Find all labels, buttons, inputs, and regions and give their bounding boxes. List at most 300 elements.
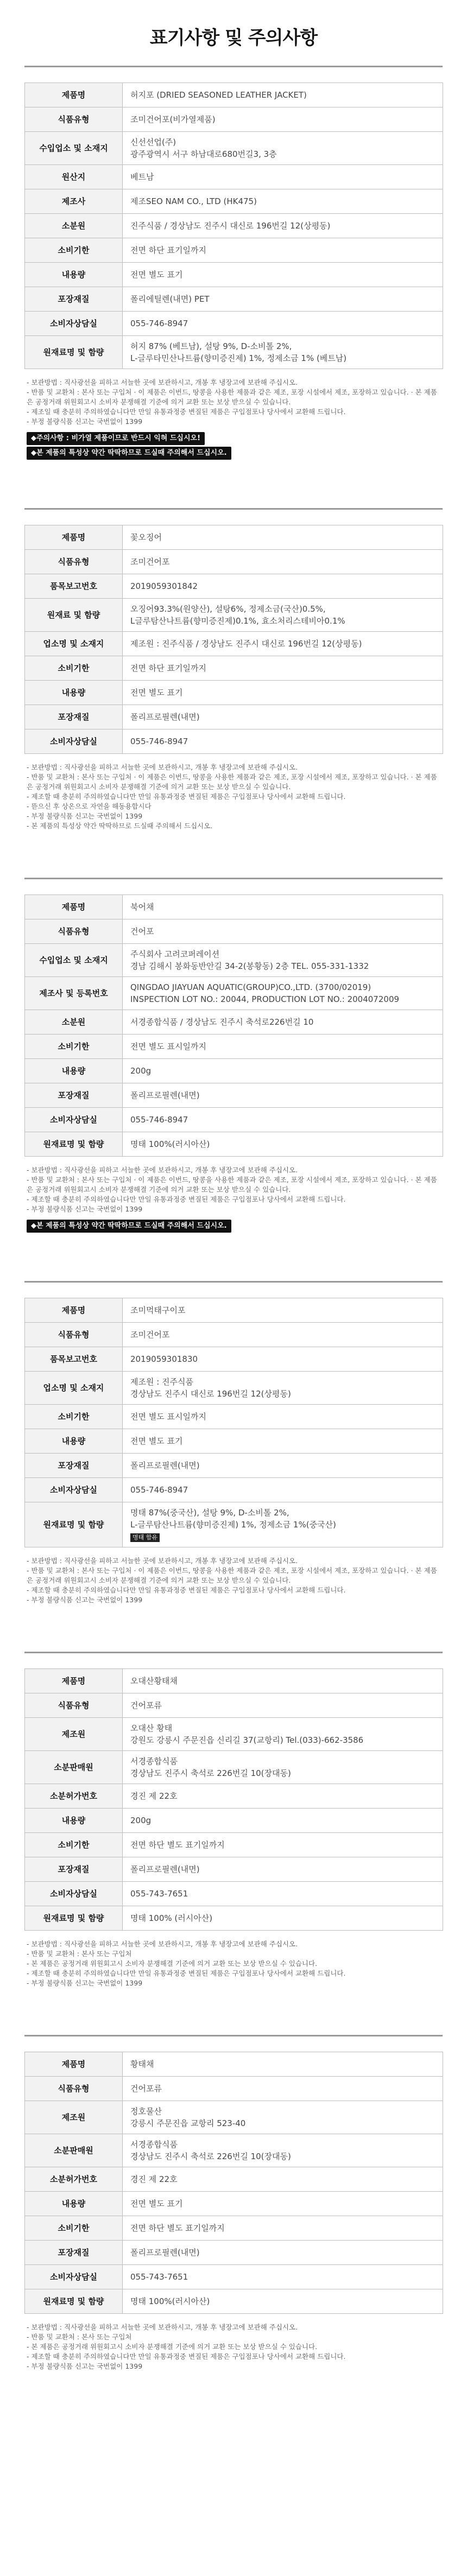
product-section [24, 2035, 443, 2375]
row-value [123, 1669, 443, 1693]
table-row [25, 2134, 443, 2167]
row-value-line: 허지 87% (베트남), 설탕 9%, D-소비톨 2%, [130, 341, 292, 351]
table-row [25, 599, 443, 632]
row-value-line: 정호물산 [130, 2107, 162, 2116]
spec-table [24, 894, 443, 1157]
row-value-line: 광주광역시 서구 하남대로680번길3, 3층 [130, 149, 277, 159]
row-value [123, 1298, 443, 1323]
row-label: 품목보고번호 [25, 1347, 123, 1372]
table-row [25, 895, 443, 919]
row-value-line: 건어포 [130, 927, 154, 936]
row-label: 원재료명 및 함량 [25, 2289, 123, 2314]
warning-highlight: ◆주의사항 : 비가열 제품이므로 반드시 익혀 드십시오! [27, 432, 205, 445]
row-value-line: 전면 별도 표시일까지 [130, 1042, 206, 1051]
row-value [123, 2101, 443, 2134]
note-line: - 부정 불량식품 신고는 국번없이 1399 [27, 812, 143, 820]
table-row [25, 525, 443, 550]
row-label: 소비자상담실 [25, 312, 123, 336]
table-row [25, 83, 443, 107]
row-label: 포장재질 [25, 2241, 123, 2265]
row-value [123, 263, 443, 287]
row-label: 식품유형 [25, 2077, 123, 2101]
row-value [123, 1833, 443, 1857]
row-label: 소비기한 [25, 656, 123, 681]
table-row [25, 2192, 443, 2216]
note-line: - 반품 및 교환처 : 본사 또는 구입처 · 이 제품은 이번드, 땅콩을 사용한 제품과 같은 제조, 포장 시설에서 제조, 포장하고 있습니다. · 본 제품은 공정거래 위원회고시 소비자 분쟁해결 기준에 의거 교환 또는 보상 받으실 수 있습니다. [27, 1176, 437, 1194]
row-value [123, 919, 443, 944]
table-row [25, 312, 443, 336]
row-label: 포장재질 [25, 1454, 123, 1478]
row-label: 소비자상담실 [25, 729, 123, 754]
row-value-line: 서경종합식품 [130, 2140, 178, 2149]
table-row [25, 165, 443, 189]
table-row [25, 336, 443, 369]
note-line: - 부정 불량식품 신고는 국번없이 1399 [27, 2362, 143, 2370]
note-line: - 제조할 때 충분히 주의하였습니다만 만일 유통과정중 변질된 제품은 구입점포나 당사에서 교환해 드립니다. [27, 1586, 346, 1594]
table-row [25, 1323, 443, 1347]
row-value-line: 200g [130, 1816, 152, 1825]
row-value [123, 1405, 443, 1429]
table-row [25, 574, 443, 599]
spec-table [24, 1298, 443, 1547]
row-value-line: 2019059301830 [130, 1354, 198, 1364]
row-value-line: 055-746-8947 [130, 1485, 188, 1495]
row-value [123, 189, 443, 214]
row-label: 포장재질 [25, 705, 123, 729]
row-label: 제품명 [25, 2052, 123, 2077]
table-row [25, 1478, 443, 1502]
row-label: 소비자상담실 [25, 1478, 123, 1502]
row-value-line: INSPECTION LOT NO.: 20044, PRODUCTION LOT NO.: 2004072009 [130, 994, 400, 1004]
row-value-line: 전면 하단 표기일까지 [130, 663, 206, 673]
table-row [25, 656, 443, 681]
row-label: 식품유형 [25, 550, 123, 574]
row-label: 소비기한 [25, 1035, 123, 1059]
row-value-line: 건어포류 [130, 2084, 162, 2093]
note-line: - 제조일 때 충분히 주의하였습니다만 만일 유통과정중 변질된 제품은 구입점포나 당사에서 교환해 드립니다. [27, 408, 346, 416]
row-value [123, 1454, 443, 1478]
row-label: 포장재질 [25, 1083, 123, 1108]
row-label: 식품유형 [25, 1323, 123, 1347]
row-value-line: 꽃오징어 [130, 532, 162, 542]
row-label: 원재료명 및 함량 [25, 1906, 123, 1931]
row-value-line: 전면 별도 표기 [130, 688, 183, 697]
row-value [123, 1010, 443, 1035]
row-label: 내용량 [25, 681, 123, 705]
note-line: - 부정 불량식품 신고는 국번없이 1399 [27, 1596, 143, 1604]
row-value [123, 599, 443, 632]
row-label: 제품명 [25, 83, 123, 107]
row-value [123, 2077, 443, 2101]
row-value-line: L-글루타민산나트륨(향미증진제) 1%, 정제소금 1% (베트남) [130, 353, 347, 363]
row-value [123, 729, 443, 754]
row-label: 포장재질 [25, 1857, 123, 1882]
row-label: 소비기한 [25, 1833, 123, 1857]
row-value-line: 055-746-8947 [130, 319, 188, 328]
table-row [25, 1833, 443, 1857]
row-label: 소분판매원 [25, 2134, 123, 2167]
table-row [25, 132, 443, 165]
table-row [25, 189, 443, 214]
product-section [24, 1281, 443, 1608]
table-row [25, 1372, 443, 1405]
row-label: 내용량 [25, 2192, 123, 2216]
table-row [25, 977, 443, 1010]
row-value-line: L-글루탐산나트륨(향미증진제) 1%, 정제소금 1%(중국산) [130, 1520, 336, 1530]
row-value [123, 1784, 443, 1809]
row-value-line: 055-746-8947 [130, 737, 188, 746]
row-value [123, 550, 443, 574]
note-line: - 제조할 때 충분히 주의하였습니다만 만일 유통과정중 변질된 제품은 구입점포나 당사에서 교환해 드립니다. [27, 2352, 346, 2361]
table-row [25, 2052, 443, 2077]
table-row [25, 1010, 443, 1035]
table-row [25, 632, 443, 656]
row-value-line: 전면 별도 표기 [130, 1436, 183, 1446]
row-value [123, 287, 443, 312]
row-value-line: QINGDAO JIAYUAN AQUATIC(GROUP)CO.,LTD. (3700/02019) [130, 982, 371, 992]
row-label: 업소명 및 소재지 [25, 1372, 123, 1405]
row-value-line: 허지포 (DRIED SEASONED LEATHER JACKET) [130, 90, 307, 100]
table-row [25, 2101, 443, 2134]
row-value-line: 강릉시 주문진읍 교항리 523-40 [130, 2118, 246, 2128]
warning-highlights [27, 1220, 440, 1233]
row-value [123, 2134, 443, 2167]
note-line: - 제조할 때 충분히 주의하였습니다만 만일 유통과정중 변질된 제품은 구입점포나 당사에서 교환해 드립니다. [27, 1195, 346, 1203]
row-label: 내용량 [25, 263, 123, 287]
table-row [25, 2265, 443, 2289]
row-value [123, 132, 443, 165]
row-value-line: 폴리프로필렌(내면) [130, 712, 200, 722]
note-line: - 부정 불량식품 신고는 국번없이 1399 [27, 417, 143, 426]
row-value [123, 632, 443, 656]
row-value [123, 1083, 443, 1108]
table-row [25, 1906, 443, 1931]
row-value-line: 200g [130, 1066, 152, 1076]
row-value [123, 1882, 443, 1906]
notes-block [24, 1553, 443, 1608]
row-value-line: 전면 별도 표기 [130, 2199, 183, 2209]
row-label: 원재료명 및 함량 [25, 1502, 123, 1547]
row-value [123, 2052, 443, 2077]
warning-highlight: ◆본 제품의 특성상 약간 딱딱하므로 드실때 주의해서 드십시오. [27, 447, 231, 460]
row-value-line: 전면 하단 별도 표기일까지 [130, 1840, 225, 1850]
row-value [123, 336, 443, 369]
note-line: - 보관방법 : 직사광선을 피하고 서늘한 곳에 보관하시고, 개봉 후 냉장고에 보관해 주십시오. [27, 763, 298, 771]
row-label: 소분판매원 [25, 1751, 123, 1784]
row-label: 소분원 [25, 214, 123, 238]
spec-table [24, 83, 443, 369]
row-label: 제품명 [25, 525, 123, 550]
row-value [123, 2265, 443, 2289]
table-row [25, 1693, 443, 1718]
row-label: 소분허가번호 [25, 2167, 123, 2192]
note-line: - 보관방법 : 직사광선을 피하고 서늘한 곳에 보관하시고, 개봉 후 냉장고에 보관해 주십시오. [27, 378, 298, 386]
note-line: - 제조할 때 충분히 주의하였습니다만 만일 유통과정중 변질된 제품은 구입점포나 당사에서 교환해 드립니다. [27, 1969, 346, 1977]
row-label: 업소명 및 소재지 [25, 632, 123, 656]
table-row [25, 1718, 443, 1751]
row-value-line: 경상남도 진주시 축석로 226번길 10(장대동) [130, 1768, 291, 1778]
note-line: - 반품 및 교환처 : 본사 또는 구입처 [27, 2333, 132, 2341]
row-label: 수입업소 및 소재지 [25, 132, 123, 165]
row-value-line: 명태 100% (러시아산) [130, 1913, 213, 1923]
row-value-line: 오대산황태채 [130, 1676, 178, 1686]
row-value-line: 제조원 : 진주식품 / 경상남도 진주시 대신로 196번길 12(상평동) [130, 639, 362, 649]
table-row [25, 287, 443, 312]
row-value-line: 경상남도 진주시 축석로 226번길 10(장대동) [130, 2152, 291, 2161]
row-label: 원재료명 및 함량 [25, 336, 123, 369]
row-value-line: 명태 100%(러시아산) [130, 1139, 210, 1149]
row-value-line: 명태 87%(중국산), 설탕 9%, D-소비톨 2%, [130, 1508, 289, 1518]
row-value [123, 165, 443, 189]
row-label: 소비기한 [25, 1405, 123, 1429]
row-value-line: 경남 김해시 봉화동반안길 34-2(봉황동) 2층 TEL. 055-331-1332 [130, 961, 369, 971]
product-section [24, 1652, 443, 1991]
row-value [123, 1478, 443, 1502]
note-line: - 보관방법 : 직사광선을 피하고 서늘한 곳에 보관하시고, 개봉 후 냉장고에 보관해 주십시오. [27, 1940, 298, 1948]
note-line: - 반품 및 교환처 : 본사 또는 구입처 · 이 제품은 이번드, 땅콩을 사용한 제품과 같은 제조, 포장 시설에서 제조, 포장하고 있습니다. · 본 제품은 공정거래 위원회고시 소비자 분쟁해결 기준에 의거 교환 또는 보상 받으실 수 있습니다. [27, 1566, 437, 1584]
row-value-line: 오징어93.3%(원양산), 설탕6%, 정제소금(국산)0.5%, [130, 604, 326, 614]
row-value-line: 055-743-7651 [130, 1889, 188, 1899]
row-value-line: 전면 하단 표기일까지 [130, 245, 206, 255]
table-row [25, 1669, 443, 1693]
row-value [123, 1718, 443, 1751]
note-line: - 반품 및 교환처 : 본사 또는 구입처 · 이 제품은 이번드, 땅콩을 사용한 제품과 같은 제조, 포장 시설에서 제조, 포장하고 있습니다. · 본 제품은 공정거래 위원회고시 소비자 분쟁해결 기준에 의거 교환 또는 보상 받으실 수 있습니다. [27, 388, 437, 406]
row-value-line: 055-743-7651 [130, 2272, 188, 2282]
table-row [25, 1454, 443, 1478]
table-row [25, 1108, 443, 1132]
row-value-line: 조미건어포(비가열제품) [130, 115, 216, 124]
row-value [123, 1857, 443, 1882]
note-line: - 본 제품의 특성상 약간 딱딱하므로 드실때 주의해서 드십시오. [27, 822, 213, 830]
row-label: 내용량 [25, 1429, 123, 1454]
row-value [123, 312, 443, 336]
table-row [25, 2241, 443, 2265]
row-label: 식품유형 [25, 919, 123, 944]
row-value [123, 107, 443, 132]
row-label: 소비자상담실 [25, 1882, 123, 1906]
table-row [25, 944, 443, 977]
row-value-line: 폴리에틸렌(내면) PET [130, 294, 210, 304]
row-value [123, 1502, 443, 1547]
row-value-line: 주식회사 고려코퍼레이션 [130, 949, 220, 959]
spec-table [24, 525, 443, 754]
row-value-line: 명태 100%(러시아산) [130, 2296, 210, 2306]
table-row [25, 729, 443, 754]
table-row [25, 238, 443, 263]
row-value-line: 서경종합식품 / 경상남도 진주시 축석로226번길 10 [130, 1017, 314, 1027]
row-label: 소분허가번호 [25, 1784, 123, 1809]
row-value [123, 1906, 443, 1931]
row-value [123, 2289, 443, 2314]
note-line: - 반품 및 교환처 : 본사 또는 구입처 [27, 1950, 132, 1958]
row-value-line: 북어채 [130, 902, 154, 912]
table-row [25, 1502, 443, 1547]
sections-container [0, 66, 467, 2375]
row-value [123, 705, 443, 729]
row-label: 내용량 [25, 1809, 123, 1833]
table-row [25, 550, 443, 574]
row-value [123, 1035, 443, 1059]
row-label: 포장재질 [25, 287, 123, 312]
row-value-line: 제조SEO NAM CO., LTD (HK475) [130, 196, 257, 206]
table-row [25, 2289, 443, 2314]
row-value-line: 강원도 강릉시 주문진읍 신리길 37(교항리) Tel.(033)-662-3586 [130, 1735, 364, 1745]
notes-block [24, 375, 443, 465]
row-value-line: 조미건어포 [130, 557, 170, 567]
table-row [25, 1059, 443, 1083]
note-line: - 부정 불량식품 신고는 국번없이 1399 [27, 1205, 143, 1213]
row-label: 소비기한 [25, 238, 123, 263]
row-label: 제품명 [25, 895, 123, 919]
table-row [25, 1035, 443, 1059]
row-label: 내용량 [25, 1059, 123, 1083]
table-row [25, 2077, 443, 2101]
row-value-line: 베트남 [130, 172, 154, 182]
row-label: 제품명 [25, 1669, 123, 1693]
row-value [123, 238, 443, 263]
row-label: 품목보고번호 [25, 574, 123, 599]
note-line: - 부정 불량식품 신고는 국번없이 1399 [27, 1979, 143, 1987]
row-label: 식품유형 [25, 1693, 123, 1718]
notes-block [24, 1162, 443, 1238]
row-value [123, 2167, 443, 2192]
table-row [25, 2167, 443, 2192]
row-value [123, 1347, 443, 1372]
notes-block [24, 759, 443, 834]
note-line: - 본 제품은 공정거래 위원회고시 소비자 분쟁해결 기준에 의거 교환 또는 보상 받으실 수 있습니다. [27, 1959, 318, 1968]
row-value-line: 진주식품 / 경상남도 진주시 대신로 196번길 12(상평동) [130, 221, 331, 231]
row-value [123, 1372, 443, 1405]
row-value [123, 944, 443, 977]
row-label: 소비기한 [25, 2216, 123, 2241]
row-value [123, 1059, 443, 1083]
table-row [25, 107, 443, 132]
row-label: 수입업소 및 소재지 [25, 944, 123, 977]
table-row [25, 1405, 443, 1429]
note-line: - 보관방법 : 직사광선을 피하고 서늘한 곳에 보관하시고, 개봉 후 냉장고에 보관해 주십시오. [27, 1166, 298, 1174]
note-line: - 보관방법 : 직사광선을 피하고 서늘한 곳에 보관하시고, 개봉 후 냉장고에 보관해 주십시오. [27, 2323, 298, 2331]
notes-block [24, 2319, 443, 2375]
row-value-line: 경상남도 진주시 대신로 196번길 12(상평동) [130, 1389, 291, 1399]
row-value-line: 폴리프로필렌(내면) [130, 2248, 200, 2257]
row-value [123, 1751, 443, 1784]
warning-highlight: ◆본 제품의 특성상 약간 딱딱하므로 드실때 주의해서 드십시오. [27, 1220, 231, 1233]
row-value [123, 2216, 443, 2241]
row-value [123, 2192, 443, 2216]
row-value [123, 1108, 443, 1132]
row-value-line: 전면 별도 표시일까지 [130, 1412, 206, 1422]
row-value [123, 1323, 443, 1347]
table-row [25, 1882, 443, 1906]
row-value [123, 525, 443, 550]
row-label: 소비자상담실 [25, 1108, 123, 1132]
row-value [123, 83, 443, 107]
table-row [25, 681, 443, 705]
note-line: - 반품 및 교환처 : 본사 또는 구입처 · 이 제품은 이번드, 땅콩을 사용한 제품과 같은 제조, 포장 시설에서 제조, 포장하고 있습니다. · 본 제품은 공정거래 위원회고시 소비자 분쟁해결 기준에 의거 교환 또는 보상 받으실 수 있습니다. [27, 773, 437, 791]
row-value-line: 폴리프로필렌(내면) [130, 1090, 200, 1100]
row-value-line: 전면 하단 별도 표기일까지 [130, 2223, 225, 2233]
row-label: 제조원 [25, 1718, 123, 1751]
row-value-line: 신선선업(주) [130, 137, 176, 147]
row-value [123, 977, 443, 1010]
row-label: 소비자상담실 [25, 2265, 123, 2289]
note-line: - 뜯으신 후 상온으로 자연을 해동용합시다 [27, 802, 152, 810]
table-row [25, 705, 443, 729]
row-label: 제조사 [25, 189, 123, 214]
row-value [123, 1809, 443, 1833]
table-row [25, 1857, 443, 1882]
row-value-line: 경진 제 22호 [130, 1791, 178, 1801]
table-row [25, 1083, 443, 1108]
table-row [25, 1784, 443, 1809]
row-label: 제조사 및 등록번호 [25, 977, 123, 1010]
row-value [123, 574, 443, 599]
row-value-line: 폴리프로필렌(내면) [130, 1461, 200, 1470]
table-row [25, 1429, 443, 1454]
row-label: 원재료명 및 함량 [25, 1132, 123, 1157]
product-section [24, 878, 443, 1238]
ingredient-tag: 명태 함유 [130, 1533, 160, 1542]
row-value [123, 681, 443, 705]
row-value [123, 656, 443, 681]
note-line: - 본 제품은 공정거래 위원회고시 소비자 분쟁해결 기준에 의거 교환 또는 보상 받으실 수 있습니다. [27, 2343, 318, 2351]
row-value-line: 경진 제 22호 [130, 2174, 178, 2184]
row-value-line: 폴리프로필렌(내면) [130, 1864, 200, 1874]
row-label: 식품유형 [25, 107, 123, 132]
row-value-line: 오대산 황태 [130, 1723, 173, 1733]
row-value-line: 2019059301842 [130, 581, 198, 591]
note-line: - 제조할 때 충분히 주의하였습니다만 만일 유통과정중 변질된 제품은 구입점포나 당사에서 교환해 드립니다. [27, 792, 346, 801]
row-value [123, 1693, 443, 1718]
note-line: - 보관방법 : 직사광선을 피하고 서늘한 곳에 보관하시고, 개봉 후 냉장고에 보관해 주십시오. [27, 1557, 298, 1565]
row-value-line: 조미먹태구이포 [130, 1305, 186, 1315]
row-value-line: L글루탐산나트륨(향미증진제)0.1%, 효소처리스테비아0.1% [130, 616, 345, 626]
row-value-line: 전면 별도 표기 [130, 270, 183, 280]
row-label: 원산지 [25, 165, 123, 189]
table-row [25, 1347, 443, 1372]
row-value-line: 제조원 : 진주식품 [130, 1377, 194, 1387]
table-row [25, 2216, 443, 2241]
row-label: 제품명 [25, 1298, 123, 1323]
row-value-line: 황태채 [130, 2059, 154, 2069]
table-row [25, 919, 443, 944]
table-row [25, 1809, 443, 1833]
table-row [25, 1751, 443, 1784]
page-title: 표기사항 및 주의사항 [149, 27, 318, 49]
table-row [25, 1298, 443, 1323]
row-value-line: 055-746-8947 [130, 1115, 188, 1125]
row-value [123, 895, 443, 919]
product-section [24, 508, 443, 834]
spec-table [24, 1668, 443, 1931]
table-row [25, 263, 443, 287]
product-section [24, 66, 443, 465]
warning-highlights [27, 432, 440, 460]
spec-table [24, 2052, 443, 2314]
row-label: 원재료 및 함량 [25, 599, 123, 632]
row-label: 소분원 [25, 1010, 123, 1035]
table-row [25, 214, 443, 238]
notes-block [24, 1936, 443, 1991]
row-value [123, 1429, 443, 1454]
table-row [25, 1132, 443, 1157]
row-value [123, 214, 443, 238]
row-value [123, 1132, 443, 1157]
row-value-line: 조미건어포 [130, 1330, 170, 1340]
row-value [123, 2241, 443, 2265]
row-value-line: 서경종합식품 [130, 1756, 178, 1766]
row-label: 제조원 [25, 2101, 123, 2134]
